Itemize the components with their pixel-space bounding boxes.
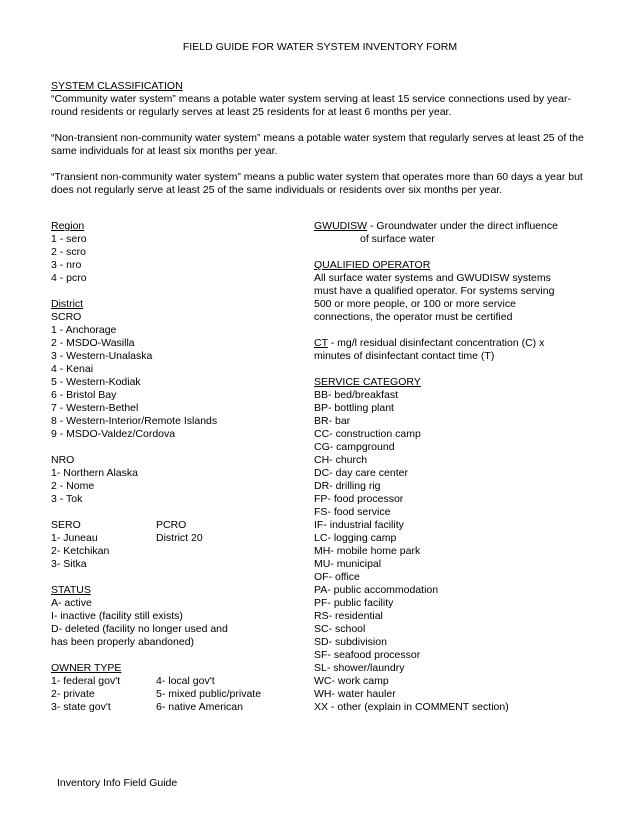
qualified-operator-line: connections, the operator must be certified	[314, 311, 513, 323]
region-heading: Region	[51, 220, 85, 232]
region-item: 1 - sero	[51, 233, 87, 245]
owner-type-item: 6- native American	[156, 701, 243, 713]
system-classification-heading: SYSTEM CLASSIFICATION	[51, 80, 183, 92]
status-line: has been properly abandoned)	[51, 636, 195, 648]
pcro-label: PCRO	[156, 519, 187, 531]
service-category-item: BR- bar	[314, 415, 351, 427]
nro-label: NRO	[51, 454, 75, 466]
owner-type-item: 4- local gov't	[156, 675, 215, 687]
service-category-item: DR- drilling rig	[314, 480, 381, 492]
district-item: 5 - Western-Kodiak	[51, 376, 141, 388]
qualified-operator-heading: QUALIFIED OPERATOR	[314, 259, 431, 271]
community-definition: “Community water system” means a potable water system serving at least 15 service connections used by year-round residents or regularly serves at least 25 residents for at least 6 months per year.	[51, 93, 571, 118]
owner-type-item: 1- federal gov't	[51, 675, 121, 687]
service-category-item: CG- campground	[314, 441, 395, 453]
region-item: 2 - scro	[51, 246, 87, 258]
qualified-operator-line: All surface water systems and GWUDISW systems	[314, 272, 551, 284]
pcro-column	[156, 519, 296, 545]
region-item: 4 - pcro	[51, 272, 87, 284]
service-category-item: XX - other (explain in COMMENT section)	[314, 701, 509, 713]
district-item: 6 - Bristol Bay	[51, 389, 117, 401]
service-category-item: DC- day care center	[314, 467, 408, 479]
status-line: I- inactive (facility still exists)	[51, 610, 183, 622]
service-category-item: SD- subdivision	[314, 636, 387, 648]
district-item: 1- Juneau	[51, 532, 98, 544]
transient-definition: “Transient non-community water system” means a public water system that operates more than 60 days a year but does not regularly serve at least 25 of the same individuals or residents over six months per year.	[51, 171, 583, 196]
district-item: 3 - Tok	[51, 493, 83, 505]
service-category-list	[314, 389, 589, 714]
service-category-item: SF- seafood processor	[314, 649, 421, 661]
district-item: 2 - Nome	[51, 480, 95, 492]
district-item: 2- Ketchikan	[51, 545, 110, 557]
service-category-item: RS- residential	[314, 610, 383, 622]
district-item: 1- Northern Alaska	[51, 467, 138, 479]
gwudisw-term: GWUDISW	[314, 220, 368, 232]
gwudisw-text-continued: of surface water	[360, 233, 435, 245]
service-category-item: WC- work camp	[314, 675, 389, 687]
status-heading: STATUS	[51, 584, 91, 596]
gwudisw-definition	[314, 220, 589, 233]
service-category-item: MU- municipal	[314, 558, 382, 570]
service-category-item: OF- office	[314, 571, 360, 583]
service-category-item: PA- public accommodation	[314, 584, 439, 596]
owner-type-heading: OWNER TYPE	[51, 662, 122, 674]
service-category-heading: SERVICE CATEGORY	[314, 376, 421, 388]
service-category-item: LC- logging camp	[314, 532, 397, 544]
ct-text-continued: minutes of disinfectant contact time (T)	[314, 350, 495, 362]
qualified-operator-line: must have a qualified operator. For systems serving	[314, 285, 555, 297]
owner-type-right-column	[156, 675, 306, 714]
service-category-item: BB- bed/breakfast	[314, 389, 399, 401]
district-heading: District	[51, 298, 84, 310]
service-category-item: FP- food processor	[314, 493, 404, 505]
owner-type-item: 3- state gov't	[51, 701, 111, 713]
district-item: 8 - Western-Interior/Remote Islands	[51, 415, 218, 427]
gwudisw-text: - Groundwater under the direct influence	[367, 220, 558, 232]
district-item: 1 - Anchorage	[51, 324, 117, 336]
qualified-operator-line: 500 or more people, or 100 or more service	[314, 298, 516, 310]
district-item: 7 - Western-Bethel	[51, 402, 139, 414]
scro-label: SCRO	[51, 311, 82, 323]
service-category-item: SC- school	[314, 623, 366, 635]
footer-label: Inventory Info Field Guide	[57, 777, 178, 789]
district-item: 9 - MSDO-Valdez/Cordova	[51, 428, 176, 440]
sero-label: SERO	[51, 519, 81, 531]
service-category-item: MH- mobile home park	[314, 545, 421, 557]
non-transient-definition: “Non-transient non-community water system” means a potable water system that regularly serves at least 25 of the same individuals for at least six months per year.	[51, 132, 584, 157]
status-line: D- deleted (facility no longer used and	[51, 623, 228, 635]
owner-type-item: 2- private	[51, 688, 95, 700]
ct-text: - mg/l residual disinfectant concentration (C) x	[327, 337, 545, 349]
service-category-item: WH- water hauler	[314, 688, 396, 700]
district-item: 3 - Western-Unalaska	[51, 350, 153, 362]
service-category-item: PF- public facility	[314, 597, 394, 609]
service-category-item: FS- food service	[314, 506, 391, 518]
service-category-item: CC- construction camp	[314, 428, 421, 440]
district-item: District 20	[156, 532, 203, 544]
page-title: FIELD GUIDE FOR WATER SYSTEM INVENTORY FORM	[182, 41, 458, 53]
owner-type-item: 5- mixed public/private	[156, 688, 262, 700]
ct-term: CT	[314, 337, 328, 349]
region-item: 3 - nro	[51, 259, 82, 271]
district-item: 3- Sitka	[51, 558, 87, 570]
ct-definition	[314, 337, 589, 350]
system-classification-section	[51, 80, 586, 210]
left-column	[51, 220, 301, 714]
district-item: 4 - Kenai	[51, 363, 94, 375]
service-category-item: BP- bottling plant	[314, 402, 394, 414]
service-category-item: SL- shower/laundry	[314, 662, 405, 674]
status-line: A- active	[51, 597, 92, 609]
service-category-item: IF- industrial facility	[314, 519, 404, 531]
district-item: 2 - MSDO-Wasilla	[51, 337, 135, 349]
service-category-item: CH- church	[314, 454, 368, 466]
right-column	[314, 220, 589, 714]
